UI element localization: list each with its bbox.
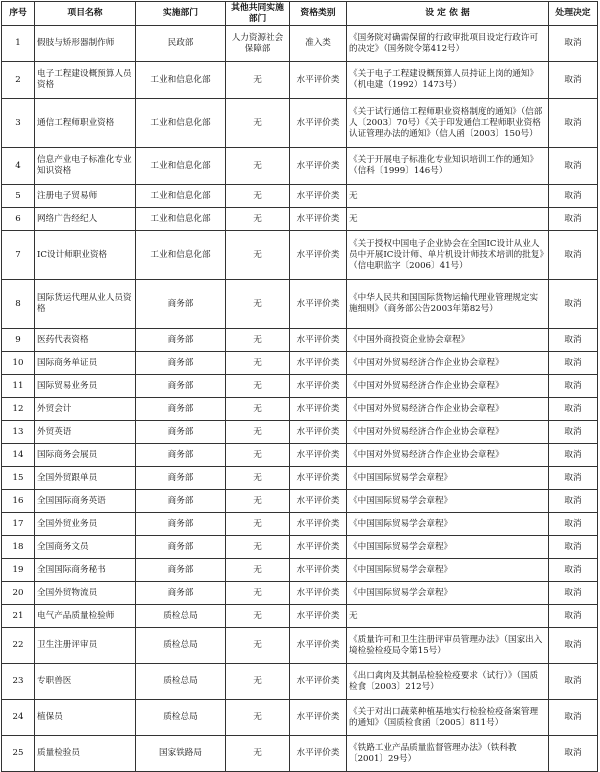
implementing-dept: 质检总局 [136,664,226,700]
qualification-category: 水平评价类 [290,375,347,398]
decision: 取消 [549,148,598,185]
qualification-category: 水平评价类 [290,700,347,736]
decision: 取消 [549,375,598,398]
implementing-dept: 商务部 [136,329,226,352]
project-name: 电气产品质量检验师 [35,605,136,628]
decision: 取消 [549,444,598,467]
qualification-category: 水平评价类 [290,490,347,513]
implementing-dept: 商务部 [136,280,226,329]
legal-basis: 《关于电子工程建设概预算人员持证上岗的通知》（机电建（1992）1473号） [347,62,549,99]
decision: 取消 [549,513,598,536]
table-row [2,664,598,700]
implementing-dept: 工业和信息化部 [136,231,226,280]
row-number: 19 [2,559,35,582]
row-number: 23 [2,664,35,700]
implementing-dept: 民政部 [136,26,226,62]
table-header-row [2,2,598,26]
table-row [2,280,598,329]
implementing-dept: 商务部 [136,559,226,582]
document [1,1,597,772]
other-dept: 无 [226,208,290,231]
implementing-dept: 工业和信息化部 [136,208,226,231]
project-name: 外贸会计 [35,398,136,421]
decision: 取消 [549,700,598,736]
row-number: 9 [2,329,35,352]
project-name: 卫生注册评审员 [35,628,136,664]
decision: 取消 [549,398,598,421]
row-number: 3 [2,99,35,148]
implementing-dept: 质检总局 [136,605,226,628]
legal-basis: 《关于对出口蔬菜种植基地实行检验检疫备案管理的通知》（国质检食函〔2005〕811号） [347,700,549,736]
col-header-dept: 实施部门 [136,2,226,26]
other-dept: 无 [226,99,290,148]
legal-basis: 无 [347,185,549,208]
legal-basis: 《中国对外贸易经济合作企业协会章程》 [347,375,549,398]
project-name: 通信工程师职业资格 [35,99,136,148]
project-name: 国际货运代理从业人员资格 [35,280,136,329]
qualification-category: 水平评价类 [290,605,347,628]
other-dept: 无 [226,536,290,559]
table-row [2,605,598,628]
legal-basis: 《中国国际贸易学会章程》 [347,513,549,536]
row-number: 22 [2,628,35,664]
qualification-category: 水平评价类 [290,536,347,559]
other-dept: 无 [226,605,290,628]
project-name: 全国外贸跟单员 [35,467,136,490]
row-number: 16 [2,490,35,513]
qualification-category: 水平评价类 [290,148,347,185]
table-row [2,628,598,664]
other-dept: 无 [226,185,290,208]
table-row [2,375,598,398]
legal-basis: 《中国外商投资企业协会章程》 [347,329,549,352]
row-number: 12 [2,398,35,421]
project-name: 国际贸易业务员 [35,375,136,398]
qualification-category: 水平评价类 [290,467,347,490]
project-name: 国际商务会展员 [35,444,136,467]
legal-basis: 《关于开展电子标准化专业知识培训工作的通知》（信科〔1999〕146号） [347,148,549,185]
col-header-no: 序号 [2,2,35,26]
row-number: 24 [2,700,35,736]
table-row [2,582,598,605]
table-row [2,148,598,185]
decision: 取消 [549,329,598,352]
project-name: 国际商务单证员 [35,352,136,375]
legal-basis: 《关于授权中国电子企业协会在全国IC设计从业人员中开展IC设计师、单片机设计师技术培训的批复》（信电职监字〔2006〕41号） [347,231,549,280]
row-number: 17 [2,513,35,536]
row-number: 13 [2,421,35,444]
project-name: 外贸英语 [35,421,136,444]
table-row [2,444,598,467]
other-dept: 无 [226,582,290,605]
project-name: 电子工程建设概预算人员资格 [35,62,136,99]
table-row [2,559,598,582]
qualification-category: 水平评价类 [290,559,347,582]
project-name: 全国国际商务英语 [35,490,136,513]
project-name: 全国商务文员 [35,536,136,559]
project-name: 质量检验员 [35,736,136,772]
decision: 取消 [549,26,598,62]
qualification-category: 水平评价类 [290,628,347,664]
legal-basis: 《中国国际贸易学会章程》 [347,490,549,513]
row-number: 15 [2,467,35,490]
qualification-category: 水平评价类 [290,185,347,208]
project-name: 全国外贸物流员 [35,582,136,605]
other-dept: 无 [226,148,290,185]
implementing-dept: 工业和信息化部 [136,62,226,99]
col-header-category: 资格类别 [290,2,347,26]
legal-basis: 《中国对外贸易经济合作企业协会章程》 [347,398,549,421]
table-row [2,329,598,352]
other-dept: 无 [226,467,290,490]
table-row [2,398,598,421]
other-dept: 无 [226,62,290,99]
decision: 取消 [549,605,598,628]
legal-basis: 《国务院对确需保留的行政审批项目设定行政许可的决定》（国务院令第412号） [347,26,549,62]
legal-basis: 《中国国际贸易学会章程》 [347,582,549,605]
other-dept: 无 [226,559,290,582]
project-name: IC设计师职业资格 [35,231,136,280]
implementing-dept: 商务部 [136,582,226,605]
qualification-category: 水平评价类 [290,208,347,231]
table-row [2,231,598,280]
implementing-dept: 商务部 [136,375,226,398]
qualification-category: 水平评价类 [290,736,347,772]
qualification-category: 水平评价类 [290,444,347,467]
decision: 取消 [549,664,598,700]
implementing-dept: 工业和信息化部 [136,99,226,148]
qualification-category: 水平评价类 [290,582,347,605]
qualification-category: 水平评价类 [290,329,347,352]
implementing-dept: 质检总局 [136,628,226,664]
implementing-dept: 商务部 [136,352,226,375]
row-number: 5 [2,185,35,208]
other-dept: 无 [226,280,290,329]
row-number: 8 [2,280,35,329]
row-number: 10 [2,352,35,375]
other-dept: 人力资源社会保障部 [226,26,290,62]
decision: 取消 [549,421,598,444]
qualification-category: 水平评价类 [290,513,347,536]
qualification-category: 准入类 [290,26,347,62]
other-dept: 无 [226,664,290,700]
table-row [2,736,598,772]
other-dept: 无 [226,444,290,467]
legal-basis: 《出口禽肉及其制品检验检疫要求（试行）》（国质检食〔2003〕212号） [347,664,549,700]
decision: 取消 [549,736,598,772]
decision: 取消 [549,185,598,208]
implementing-dept: 商务部 [136,536,226,559]
other-dept: 无 [226,513,290,536]
legal-basis: 《中华人民共和国国际货物运输代理业管理规定实施细则》（商务部公告2003年第82号） [347,280,549,329]
decision: 取消 [549,99,598,148]
decision: 取消 [549,536,598,559]
other-dept: 无 [226,329,290,352]
table-row [2,208,598,231]
project-name: 医药代表资格 [35,329,136,352]
row-number: 1 [2,26,35,62]
table-row [2,513,598,536]
other-dept: 无 [226,736,290,772]
implementing-dept: 商务部 [136,421,226,444]
project-name: 假肢与矫形器制作师 [35,26,136,62]
table-row [2,62,598,99]
row-number: 11 [2,375,35,398]
qualification-table [1,1,598,772]
decision: 取消 [549,280,598,329]
decision: 取消 [549,208,598,231]
decision: 取消 [549,352,598,375]
legal-basis: 《中国国际贸易学会章程》 [347,467,549,490]
implementing-dept: 商务部 [136,490,226,513]
decision: 取消 [549,231,598,280]
other-dept: 无 [226,231,290,280]
row-number: 14 [2,444,35,467]
row-number: 2 [2,62,35,99]
implementing-dept: 质检总局 [136,700,226,736]
row-number: 18 [2,536,35,559]
legal-basis: 《中国对外贸易经济合作企业协会章程》 [347,421,549,444]
implementing-dept: 工业和信息化部 [136,148,226,185]
qualification-category: 水平评价类 [290,398,347,421]
decision: 取消 [549,467,598,490]
table-row [2,99,598,148]
legal-basis: 《中国国际贸易学会章程》 [347,536,549,559]
table-row [2,421,598,444]
project-name: 植保员 [35,700,136,736]
row-number: 20 [2,582,35,605]
table-row [2,467,598,490]
table-row [2,352,598,375]
col-header-decision: 处理决定 [549,2,598,26]
col-header-basis: 设 定 依 据 [347,2,549,26]
other-dept: 无 [226,628,290,664]
qualification-category: 水平评价类 [290,280,347,329]
project-name: 全国国际商务秘书 [35,559,136,582]
decision: 取消 [549,490,598,513]
implementing-dept: 工业和信息化部 [136,185,226,208]
implementing-dept: 商务部 [136,513,226,536]
implementing-dept: 商务部 [136,467,226,490]
project-name: 信息产业电子标准化专业知识资格 [35,148,136,185]
table-row [2,26,598,62]
row-number: 4 [2,148,35,185]
implementing-dept: 商务部 [136,398,226,421]
legal-basis: 《中国国际贸易学会章程》 [347,559,549,582]
other-dept: 无 [226,490,290,513]
legal-basis: 《中国对外贸易经济合作企业协会章程》 [347,444,549,467]
qualification-category: 水平评价类 [290,421,347,444]
row-number: 6 [2,208,35,231]
legal-basis: 《关于试行通信工程师职业资格制度的通知》（信部人〔2003〕70号）《关于印发通信工程师职业资格认证管理办法的通知》（信人函〔2003〕150号） [347,99,549,148]
table-row [2,536,598,559]
qualification-category: 水平评价类 [290,231,347,280]
qualification-category: 水平评价类 [290,99,347,148]
legal-basis: 《质量许可和卫生注册评审员管理办法》（国家出入境检验检疫局令第15号） [347,628,549,664]
project-name: 专职兽医 [35,664,136,700]
project-name: 全国外贸业务员 [35,513,136,536]
table-row [2,185,598,208]
qualification-category: 水平评价类 [290,352,347,375]
qualification-category: 水平评价类 [290,62,347,99]
implementing-dept: 商务部 [136,444,226,467]
legal-basis: 无 [347,605,549,628]
other-dept: 无 [226,375,290,398]
table-row [2,490,598,513]
project-name: 网络广告经纪人 [35,208,136,231]
other-dept: 无 [226,398,290,421]
decision: 取消 [549,628,598,664]
decision: 取消 [549,582,598,605]
implementing-dept: 国家铁路局 [136,736,226,772]
other-dept: 无 [226,352,290,375]
col-header-other-dept: 其他共同实施部门 [226,2,290,26]
decision: 取消 [549,62,598,99]
legal-basis: 《中国对外贸易经济合作企业协会章程》 [347,352,549,375]
row-number: 21 [2,605,35,628]
qualification-category: 水平评价类 [290,664,347,700]
row-number: 7 [2,231,35,280]
legal-basis: 无 [347,208,549,231]
row-number: 25 [2,736,35,772]
other-dept: 无 [226,700,290,736]
decision: 取消 [549,559,598,582]
table-row [2,700,598,736]
other-dept: 无 [226,421,290,444]
col-header-name: 项目名称 [35,2,136,26]
legal-basis: 《铁路工业产品质量监督管理办法》（铁科教〔2001〕29号） [347,736,549,772]
project-name: 注册电子贸易师 [35,185,136,208]
